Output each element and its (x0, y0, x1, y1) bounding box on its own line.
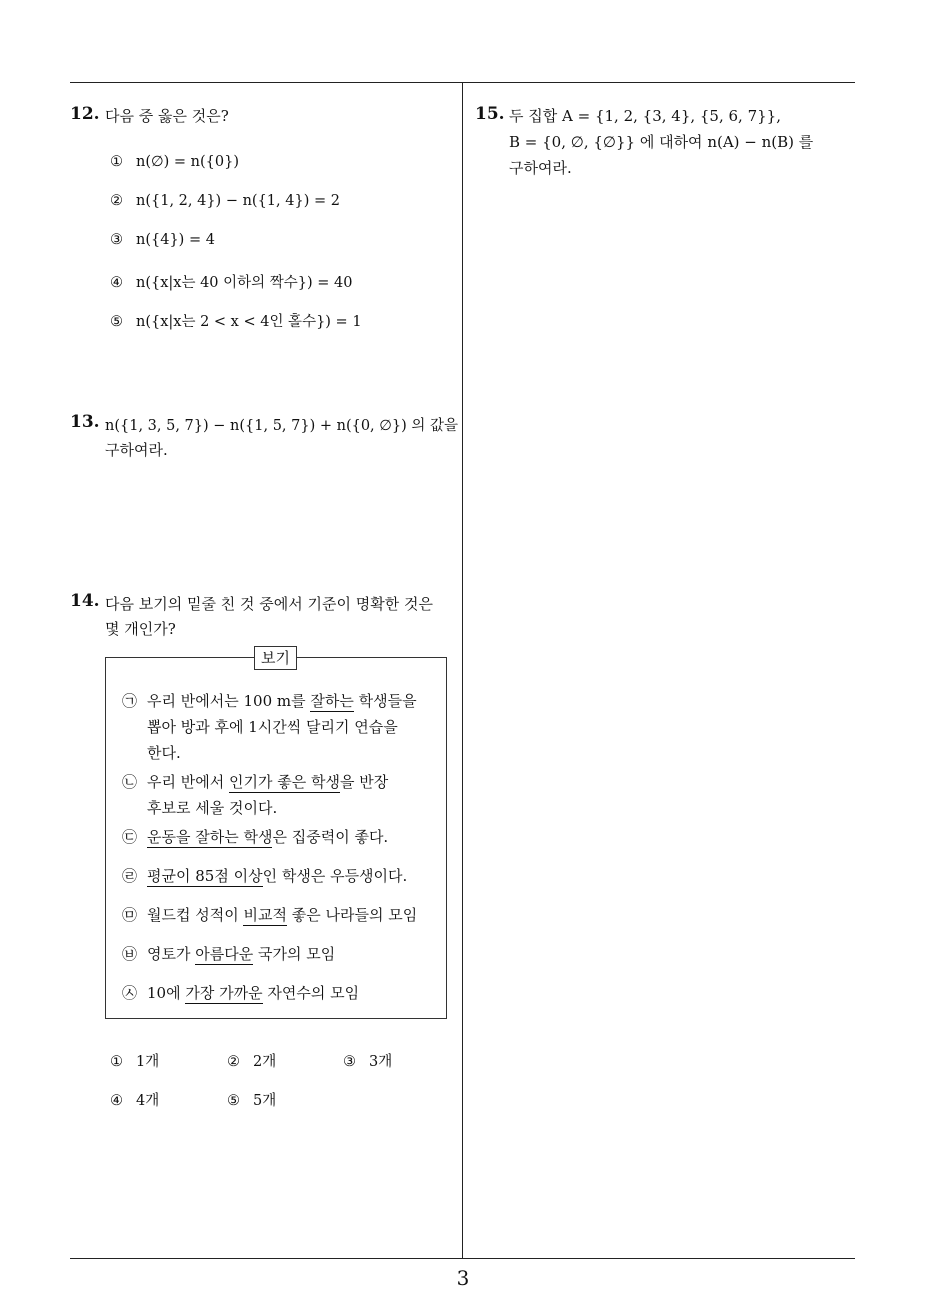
choice-text: 4개 (136, 1093, 160, 1109)
bottom-rule (70, 1258, 855, 1259)
choice-text: n({4}) = 4 (136, 232, 215, 248)
choice-marker: ② (110, 193, 123, 209)
item-text: 국가의 모임 (253, 945, 336, 963)
example-item-f-marker: ㉥ (122, 945, 138, 963)
example-box-title: 보기 (254, 646, 297, 670)
question-14-choice-1[interactable] (110, 1050, 159, 1071)
example-item-f-line-1 (147, 943, 335, 964)
choice-marker: ④ (110, 275, 123, 291)
choice-marker: ① (110, 154, 123, 170)
question-12-choice-3[interactable] (110, 232, 215, 248)
example-item-b-line-1 (147, 771, 388, 792)
item-underlined: 잘하는 (310, 692, 354, 710)
item-text: 우리 반에서는 100 m를 (147, 692, 311, 710)
question-12-choice-2[interactable] (110, 193, 340, 209)
example-item-a-line-1 (147, 690, 417, 711)
question-12-prompt: 다음 중 옳은 것은? (105, 107, 229, 125)
item-text: 좋은 나라들의 모임 (286, 906, 418, 924)
question-15-line-3: 구하여라. (509, 159, 572, 177)
item-text: 우리 반에서 (147, 773, 229, 791)
item-underlined: 평균이 85점 이상 (147, 867, 263, 885)
item-underlined: 비교적 (243, 906, 287, 924)
question-14-line-2: 몇 개인가? (105, 620, 176, 638)
example-item-g-line-1 (147, 982, 359, 1003)
question-14-choice-3[interactable] (343, 1050, 392, 1071)
choice-text: n({x|x는 2 < x < 4인 홀수}) = 1 (136, 314, 362, 330)
item-underlined: 인기가 좋은 학생 (229, 773, 340, 791)
choice-text: 3개 (369, 1054, 393, 1070)
example-item-c-marker: ㉢ (122, 828, 138, 846)
choice-text: n({x|x는 40 이하의 짝수}) = 40 (136, 275, 353, 291)
choice-marker: ⑤ (227, 1093, 240, 1109)
question-14-choice-5[interactable] (227, 1089, 276, 1110)
item-underlined: 가장 가까운 (185, 984, 263, 1002)
choice-text: 5개 (253, 1093, 277, 1109)
question-12-choice-4[interactable] (110, 271, 352, 292)
example-item-d-line-1 (147, 865, 407, 886)
question-13-line-2: 구하여라. (105, 441, 168, 459)
choice-text: n(∅) = n({0}) (136, 154, 239, 170)
item-underlined: 아름다운 (195, 945, 254, 963)
item-text: 월드컵 성적이 (147, 906, 244, 924)
choice-marker: ② (227, 1054, 240, 1070)
item-text: 10에 (147, 984, 186, 1002)
question-15-number: 15. (475, 104, 505, 124)
question-13-line-1: n({1, 3, 5, 7}) − n({1, 5, 7}) + n({0, ∅}) 의 값을 (105, 418, 459, 434)
item-text: 영토가 (147, 945, 196, 963)
example-item-e-marker: ㉤ (122, 906, 138, 924)
question-12-choice-5[interactable] (110, 310, 362, 331)
question-14-choice-4[interactable] (110, 1089, 159, 1110)
choice-marker: ③ (110, 232, 123, 248)
choice-text: 2개 (253, 1054, 277, 1070)
item-text: 을 반장 (339, 773, 389, 791)
column-divider (462, 82, 463, 1258)
example-item-d-marker: ㉣ (122, 867, 138, 885)
question-12-number: 12. (70, 104, 100, 124)
item-text: 인 학생은 우등생이다. (262, 867, 408, 885)
example-item-c-line-1 (147, 826, 388, 847)
question-14-number: 14. (70, 591, 100, 611)
item-underlined: 운동을 잘하는 학생 (147, 828, 273, 846)
choice-marker: ③ (343, 1054, 356, 1070)
example-item-b-line-2: 후보로 세울 것이다. (147, 799, 278, 817)
item-text: 학생들을 (353, 692, 417, 710)
example-item-a-marker: ㉠ (122, 692, 138, 710)
item-text: 자연수의 모임 (262, 984, 360, 1002)
question-15-line-1: 두 집합 A = {1, 2, {3, 4}, {5, 6, 7}}, (509, 107, 781, 125)
choice-marker: ① (110, 1054, 123, 1070)
question-14-line-1: 다음 보기의 밑줄 친 것 중에서 기준이 명확한 것은 (105, 595, 433, 613)
example-item-g-marker: ㉦ (122, 984, 138, 1002)
item-text: 은 집중력이 좋다. (272, 828, 389, 846)
question-14-choice-2[interactable] (227, 1050, 276, 1071)
question-13-number: 13. (70, 412, 100, 432)
example-item-a-line-2: 뽑아 방과 후에 1시간씩 달리기 연습을 (147, 718, 398, 736)
choice-text: n({1, 2, 4}) − n({1, 4}) = 2 (136, 193, 340, 209)
example-item-a-line-3: 한다. (147, 744, 181, 762)
question-15-line-2: B = {0, ∅, {∅}} 에 대하여 n(A) − n(B) 를 (509, 133, 814, 151)
choice-marker: ⑤ (110, 314, 123, 330)
page-number: 3 (456, 1266, 470, 1290)
choice-marker: ④ (110, 1093, 123, 1109)
question-12-choice-1[interactable] (110, 154, 239, 170)
example-item-b-marker: ㉡ (122, 773, 138, 791)
choice-text: 1개 (136, 1054, 160, 1070)
example-item-e-line-1 (147, 904, 417, 925)
